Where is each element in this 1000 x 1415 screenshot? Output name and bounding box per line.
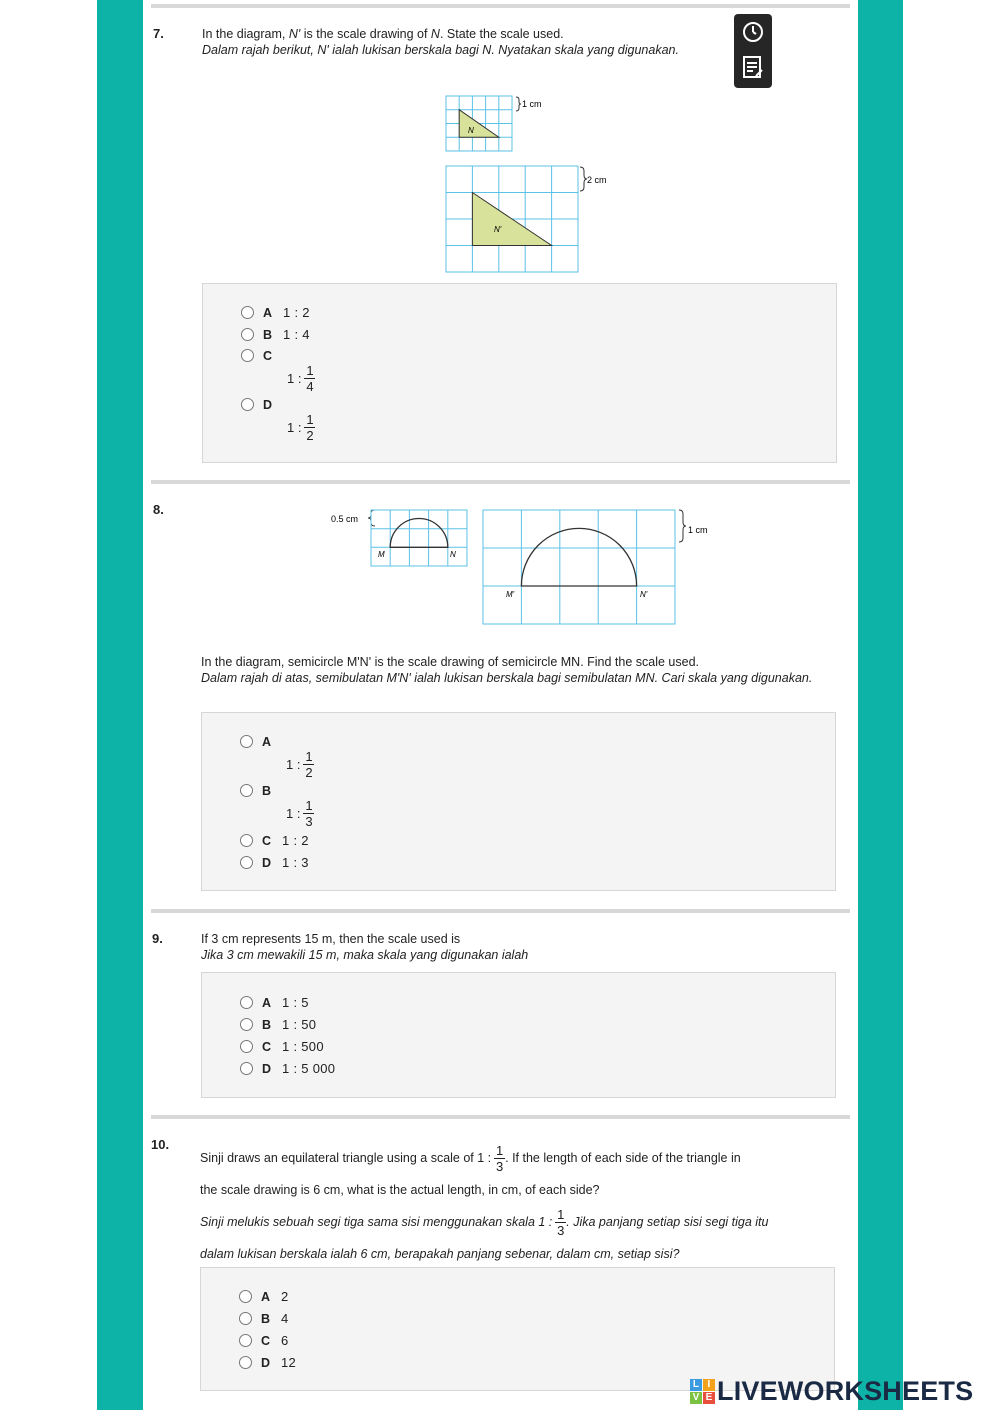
right-accent-band	[858, 0, 903, 1410]
question-number: 7.	[153, 26, 164, 41]
label-n-prime: N'	[494, 225, 502, 234]
question-number: 9.	[152, 931, 163, 946]
option-letter: D	[261, 1355, 271, 1370]
option-value: 1 : 5	[282, 995, 309, 1010]
numerator: 1	[305, 749, 313, 764]
numerator: 1	[557, 1206, 565, 1222]
option-b[interactable]	[239, 1311, 289, 1326]
left-accent-band	[97, 0, 143, 1410]
notes-icon[interactable]	[744, 57, 762, 77]
option-prefix: 1 :	[287, 420, 302, 435]
fraction	[303, 749, 314, 780]
radio-button[interactable]	[240, 735, 253, 748]
option-a[interactable]	[240, 995, 309, 1010]
radio-button[interactable]	[240, 996, 253, 1009]
option-c[interactable]	[239, 1333, 289, 1348]
option-d[interactable]	[239, 1355, 296, 1370]
question-en-part: Sinji draws an equilateral triangle using a scale of 1 :	[200, 1151, 492, 1165]
fraction	[494, 1143, 505, 1174]
question-ms-line1	[200, 1204, 840, 1240]
logo-letter: E	[703, 1392, 715, 1404]
option-d[interactable]	[240, 855, 309, 870]
dim-small: 1 cm	[522, 99, 542, 109]
question-text	[200, 1140, 840, 1262]
radio-button[interactable]	[241, 398, 254, 411]
option-letter: C	[262, 833, 272, 848]
question-text	[201, 654, 821, 686]
timer-icon[interactable]	[744, 23, 762, 41]
option-letter: A	[261, 1289, 271, 1304]
label-m: M	[378, 550, 385, 559]
divider	[151, 909, 850, 913]
question-ms-part: Sinji melukis sebuah segi tiga sama sisi menggunakan skala 1 :	[200, 1215, 553, 1229]
option-letter: A	[262, 735, 272, 749]
option-value: 2	[281, 1289, 289, 1304]
option-b[interactable]	[240, 1017, 316, 1032]
option-value: 1 : 50	[282, 1017, 317, 1032]
question-text	[202, 26, 742, 58]
option-c[interactable]	[241, 349, 315, 394]
option-c[interactable]	[240, 833, 309, 848]
numerator: 1	[306, 412, 314, 427]
question-ms: Dalam rajah berikut, N' ialah lukisan berskala bagi N. Nyatakan skala yang digunakan.	[202, 43, 679, 57]
option-value	[287, 412, 315, 443]
options-box	[202, 283, 837, 463]
large-grid	[483, 510, 675, 624]
divider	[151, 1115, 850, 1119]
fraction	[303, 798, 314, 829]
option-prefix: 1 :	[286, 757, 301, 772]
radio-button[interactable]	[241, 349, 254, 362]
option-letter: B	[262, 1017, 272, 1032]
option-value: 1 : 4	[283, 327, 310, 342]
option-b[interactable]	[241, 327, 310, 342]
label-n-prime: N'	[640, 590, 648, 599]
option-value: 4	[281, 1311, 289, 1326]
dim-large: 1 cm	[688, 525, 708, 535]
denominator: 2	[306, 428, 314, 443]
option-value: 1 : 5 000	[282, 1061, 336, 1076]
question-en: In the diagram, semicircle M'N' is the scale drawing of semicircle MN. Find the scale used.	[201, 655, 700, 669]
scale-diagram-q8	[325, 504, 725, 629]
semicircle-mn	[390, 519, 448, 548]
numerator: 1	[496, 1142, 504, 1158]
label-n: N	[450, 550, 456, 559]
numerator: 1	[306, 363, 314, 378]
radio-button[interactable]	[240, 1018, 253, 1031]
radio-button[interactable]	[240, 834, 253, 847]
option-letter: C	[261, 1333, 271, 1348]
semicircle-m-prime-n-prime	[521, 528, 636, 586]
options-box	[201, 712, 836, 891]
option-b[interactable]	[240, 784, 314, 829]
question-en-line1	[200, 1140, 840, 1176]
question-number: 8.	[153, 502, 164, 517]
radio-button[interactable]	[241, 306, 254, 319]
radio-button[interactable]	[239, 1356, 252, 1369]
option-letter: A	[263, 305, 273, 320]
label-n: N	[468, 126, 474, 135]
options-box	[201, 972, 836, 1098]
radio-button[interactable]	[241, 328, 254, 341]
option-value: 12	[281, 1355, 297, 1370]
option-letter: B	[263, 327, 273, 342]
fraction	[304, 412, 315, 443]
denominator: 3	[305, 814, 313, 829]
logo-mark-icon	[690, 1379, 715, 1404]
option-prefix: 1 :	[286, 806, 301, 821]
fraction	[555, 1207, 566, 1238]
fraction	[304, 363, 315, 394]
option-letter: C	[263, 349, 273, 363]
option-value: 1 : 2	[282, 833, 309, 848]
option-letter: D	[262, 855, 272, 870]
option-value: 1 : 3	[282, 855, 309, 870]
denominator: 4	[306, 379, 314, 394]
option-value	[286, 798, 314, 829]
question-en-line2: the scale drawing is 6 cm, what is the actual length, in cm, of each side?	[200, 1183, 600, 1197]
denominator: 3	[557, 1222, 565, 1238]
label-m-prime: M'	[506, 590, 515, 599]
logo-text: LIVEWORKSHEETS	[717, 1376, 974, 1406]
radio-button[interactable]	[239, 1334, 252, 1347]
option-letter: B	[262, 784, 272, 798]
question-en: In the diagram, N' is the scale drawing of N. State the scale used.	[202, 27, 564, 41]
radio-button[interactable]	[240, 856, 253, 869]
numerator: 1	[305, 798, 313, 813]
option-letter: C	[262, 1039, 272, 1054]
denominator: 3	[496, 1158, 504, 1174]
question-ms-part: . Jika panjang setiap sisi segi tiga itu	[566, 1215, 769, 1229]
dim-small: 0.5 cm	[331, 514, 359, 524]
option-value: 6	[281, 1333, 289, 1348]
option-letter: D	[263, 398, 273, 412]
question-en: If 3 cm represents 15 m, then the scale used is	[201, 932, 461, 946]
brace-small	[516, 97, 521, 111]
dim-large: 2 cm	[587, 175, 607, 185]
question-ms-line2: dalam lukisan berskala ialah 6 cm, berapakah panjang sebenar, dalam cm, setiap sisi?	[200, 1247, 680, 1261]
option-letter: B	[261, 1311, 271, 1326]
option-d[interactable]	[241, 398, 315, 443]
option-a[interactable]	[240, 735, 314, 780]
divider	[151, 4, 850, 8]
divider	[151, 480, 850, 484]
question-ms: Jika 3 cm mewakili 15 m, maka skala yang digunakan ialah	[201, 948, 529, 962]
option-d[interactable]	[240, 1061, 335, 1076]
scale-diagram-q7	[440, 92, 640, 277]
liveworksheets-logo	[690, 1376, 973, 1407]
option-value	[287, 363, 315, 394]
logo-letter: I	[703, 1379, 715, 1391]
logo-letter: V	[690, 1392, 702, 1404]
logo-letter: L	[690, 1379, 702, 1391]
radio-button[interactable]	[240, 1062, 253, 1075]
option-letter: A	[262, 995, 272, 1010]
radio-button[interactable]	[239, 1312, 252, 1325]
option-a[interactable]	[239, 1289, 289, 1304]
brace-large	[679, 510, 686, 542]
option-value	[286, 749, 314, 780]
option-prefix: 1 :	[287, 371, 302, 386]
radio-button[interactable]	[239, 1290, 252, 1303]
radio-button[interactable]	[240, 784, 253, 797]
question-ms: Dalam rajah di atas, semibulatan M'N' ialah lukisan berskala bagi semibulatan MN. Cari skala yang digunakan.	[201, 671, 813, 685]
option-value: 1 : 500	[282, 1039, 324, 1054]
question-text	[201, 931, 801, 963]
options-box	[200, 1267, 835, 1391]
question-number: 10.	[151, 1137, 170, 1152]
radio-button[interactable]	[240, 1040, 253, 1053]
question-en-part: . If the length of each side of the triangle in	[505, 1151, 741, 1165]
brace-large	[580, 167, 587, 191]
option-c[interactable]	[240, 1039, 324, 1054]
option-value: 1 : 2	[283, 305, 310, 320]
denominator: 2	[305, 765, 313, 780]
option-letter: D	[262, 1061, 272, 1076]
option-a[interactable]	[241, 305, 310, 320]
